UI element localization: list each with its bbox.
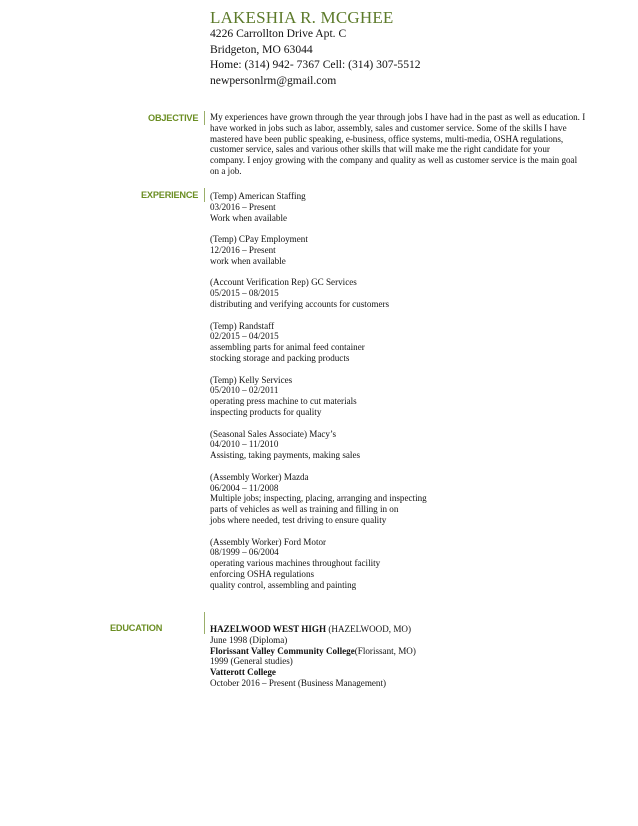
job-title: (Seasonal Sales Associate) Macy’s (210, 428, 337, 439)
objective-line: on a job. (210, 165, 242, 176)
address-line-1: 4226 Carrollton Drive Apt. C (210, 27, 347, 40)
job-entry (210, 277, 427, 309)
education-detail: June 1998 (Diploma) (210, 634, 288, 645)
school-location: (Florissant, MO) (354, 645, 416, 656)
job-dates: 05/2015 – 08/2015 (210, 288, 279, 299)
job-duty: work when available (210, 255, 286, 266)
job-title: (Temp) CPay Employment (210, 234, 308, 245)
job-duty: operating press machine to cut materials (210, 396, 357, 407)
objective-text (210, 112, 605, 177)
phone-line: Home: (314) 942- 7367 Cell: (314) 307-5512 (210, 58, 421, 71)
objective-divider (204, 111, 205, 125)
job-duty: Multiple jobs; inspecting, placing, arranging and inspecting (210, 493, 427, 504)
job-dates: 08/1999 – 06/2004 (210, 547, 279, 558)
job-title: (Assembly Worker) Ford Motor (210, 536, 327, 547)
job-title: (Temp) Kelly Services (210, 374, 293, 385)
resume-name: LAKESHIA R. MCGHEE (210, 8, 394, 27)
job-entry (210, 321, 427, 364)
job-entry (210, 472, 427, 526)
objective-line: My experiences have grown through the year through jobs I have had in the past as well as education. I (210, 112, 586, 122)
objective-line: mastered have been public speaking, e-business, office systems, multi-media, OSHA regulations, (210, 133, 564, 144)
school-name: Vatterott College (210, 667, 276, 678)
objective-label: OBJECTIVE (148, 113, 199, 123)
job-duty: operating various machines throughout facility (210, 558, 381, 569)
school-location: (HAZELWOOD, MO) (326, 624, 412, 634)
job-entry (210, 375, 427, 418)
job-entry (210, 234, 427, 266)
job-duty: quality control, assembling and painting (210, 579, 357, 590)
job-duty: Work when available (210, 212, 288, 223)
job-entry (210, 429, 427, 461)
job-title: (Temp) Randstaff (210, 320, 275, 331)
objective-line: company. I enjoy growing with the company and quality as well as customer service is the main goal (210, 155, 578, 166)
contact-block (210, 26, 421, 88)
job-duty: distributing and verifying accounts for customers (210, 298, 390, 309)
experience-list (210, 191, 427, 601)
objective-line: have worked in jobs such as labor, assembly, sales and customer service. Some of the skills I have (210, 122, 567, 133)
job-dates: 06/2004 – 11/2008 (210, 482, 279, 493)
job-title: (Assembly Worker) Mazda (210, 471, 309, 482)
job-duty: stocking storage and packing products (210, 352, 350, 363)
job-duty: inspecting products for quality (210, 406, 322, 417)
job-duty: Assisting, taking payments, making sales (210, 450, 361, 461)
job-entry (210, 537, 427, 591)
school-name: HAZELWOOD WEST HIGH (210, 624, 327, 634)
school-name: Florissant Valley Community College (210, 645, 355, 656)
job-dates: 12/2016 – Present (210, 244, 276, 255)
job-dates: 02/2015 – 04/2015 (210, 331, 279, 342)
email-line: newpersonlrm@gmail.com (210, 73, 337, 87)
education-entry (210, 646, 416, 657)
experience-divider (204, 188, 205, 202)
job-duty: parts of vehicles as well as training and filling in on (210, 504, 399, 515)
job-dates: 05/2010 – 02/2011 (210, 385, 279, 396)
education-label: EDUCATION (110, 623, 163, 633)
job-entry (210, 191, 427, 223)
job-dates: 04/2010 – 11/2010 (210, 439, 279, 450)
job-duty: jobs where needed, test driving to ensure quality (210, 514, 387, 525)
job-dates: 03/2016 – Present (210, 201, 276, 212)
objective-line: customer service, sales and various other skills that will make me the right candidate for your (210, 144, 550, 155)
education-detail: October 2016 – Present (Business Management) (210, 677, 387, 688)
experience-label: EXPERIENCE (141, 190, 199, 200)
job-duty: assembling parts for animal feed container (210, 342, 365, 353)
job-title: (Temp) American Staffing (210, 191, 306, 201)
job-duty: enforcing OSHA regulations (210, 568, 315, 579)
address-line-2: Bridgeton, MO 63044 (210, 42, 313, 56)
education-entry (210, 624, 416, 635)
job-title: (Account Verification Rep) GC Services (210, 277, 357, 288)
education-list (210, 624, 416, 689)
education-entry (210, 667, 416, 678)
education-divider (204, 612, 205, 634)
education-detail: 1999 (General studies) (210, 656, 293, 667)
